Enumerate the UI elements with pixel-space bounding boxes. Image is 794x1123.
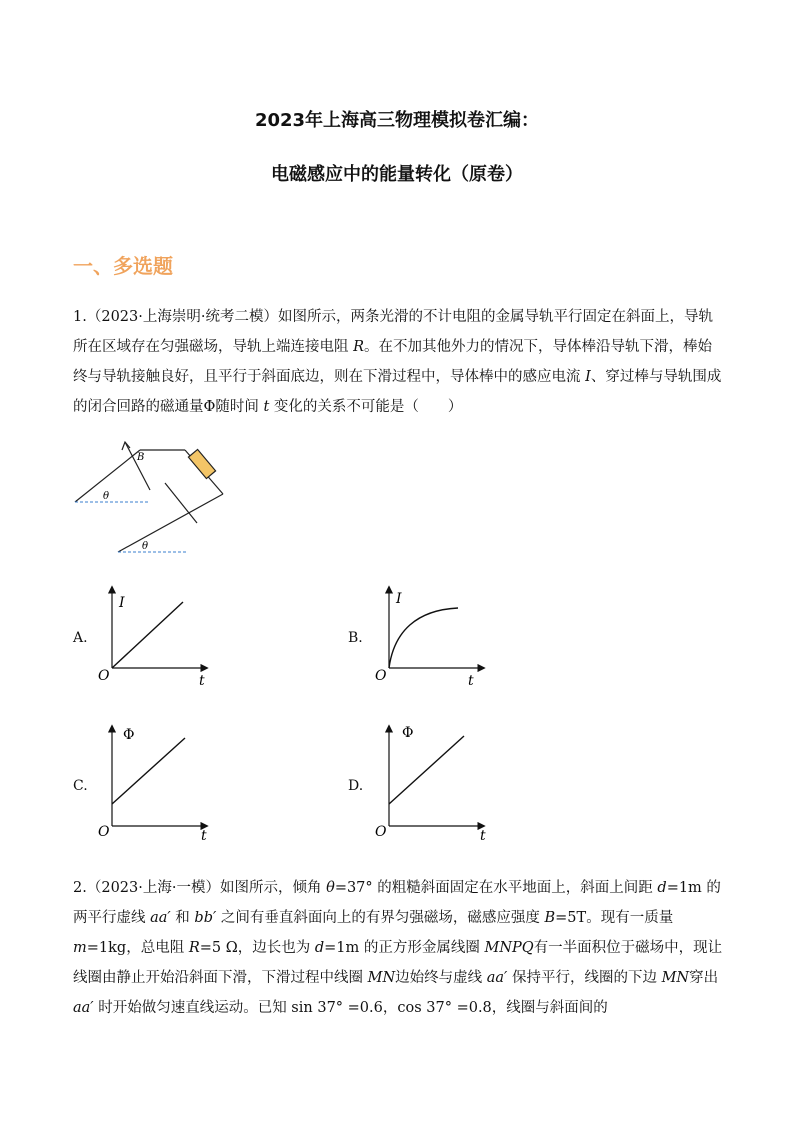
question-text: =5 Ω，边长也为 — [199, 940, 315, 956]
variable-r: R — [188, 940, 200, 956]
question-2-text — [73, 873, 723, 1023]
question-text: =5T。现有一质量 — [555, 910, 674, 926]
origin-label: O — [98, 668, 110, 684]
y-axis-label: Φ — [402, 725, 414, 741]
x-axis-label: t — [199, 673, 205, 688]
angle-label: θ — [103, 491, 110, 502]
resistor-symbol — [188, 449, 215, 478]
question-number: 2. — [73, 880, 87, 896]
option-b-label: B. — [348, 630, 363, 646]
document-subtitle: 电磁感应中的能量转化（原卷） — [271, 164, 523, 185]
origin-label: O — [375, 668, 387, 684]
coil-mnpq: MNPQ — [484, 940, 534, 956]
line-aa: aa′ — [486, 970, 508, 986]
question-text: 时开始做匀速直线运动。已知 sin 37° =0.6，cos 37° =0.8，线圈与斜面间的 — [93, 1000, 608, 1016]
question-text: 保持平行，线圈的下边 — [507, 970, 662, 986]
origin-label: O — [98, 824, 110, 840]
graph-curve — [389, 608, 458, 668]
x-axis-label: t — [480, 828, 486, 842]
y-axis-label: I — [396, 591, 402, 607]
variable-t: t — [263, 399, 270, 415]
option-d-label: D. — [348, 778, 364, 794]
question-text: 。在不加其他外力的情况下，导体棒沿导轨下滑，棒始终与导轨接触良好，且平行于斜面底边，则在下滑过程中，导体棒中的感应电流 — [73, 339, 713, 385]
variable-r: R — [353, 339, 365, 355]
question-source: （2023·上海·一模） — [86, 880, 220, 896]
section-heading: 一、多选题 — [73, 254, 173, 278]
variable-m: m — [73, 940, 87, 956]
variable-i: I — [585, 369, 591, 385]
variable-b: B — [544, 910, 556, 926]
question-text: =1m 的正方形金属线圈 — [324, 940, 485, 956]
line-bb: bb′ — [194, 910, 217, 926]
variable-d: d — [657, 880, 667, 896]
question-text: 如图所示，倾角 — [219, 880, 327, 896]
y-axis-label: Φ — [123, 727, 135, 743]
document-title: 2023年上海高三物理模拟卷汇编： — [254, 110, 540, 131]
question-text: 边始终与虚线 — [395, 970, 487, 986]
edge-mn: MN — [367, 970, 396, 986]
question-text: 变化的关系不可能是（ ） — [269, 399, 463, 415]
question-text: 有一半面积位于磁场中，现让线圈由静止开始沿斜面下滑，下滑过程中线圈 — [73, 940, 723, 986]
option-a-label: A. — [73, 630, 88, 646]
variable-d: d — [314, 940, 325, 956]
field-label-b: B — [137, 452, 145, 463]
option-b-graph — [372, 583, 497, 688]
graph-curve — [112, 738, 185, 804]
option-d-graph — [372, 722, 497, 842]
question-text: =37° 的粗糙斜面固定在水平地面上，斜面上间距 — [334, 880, 658, 896]
lower-rail — [118, 494, 223, 552]
graph-curve — [389, 736, 464, 804]
option-c-graph — [95, 722, 220, 842]
line-aa: aa′ — [73, 1000, 94, 1016]
question-number: 1. — [73, 309, 87, 325]
edge-mn: MN — [661, 970, 690, 986]
x-axis-label: t — [201, 828, 207, 842]
question-text: 穿出 — [689, 970, 719, 986]
line-aa: aa′ — [150, 910, 171, 926]
variable-theta: θ — [326, 880, 335, 896]
origin-label: O — [375, 824, 387, 840]
angle-label: θ — [142, 541, 149, 552]
option-a-graph — [95, 583, 220, 688]
question-text: =1m 的两平行虚线 — [73, 880, 721, 926]
question-text: =1kg，总电阻 — [86, 940, 189, 956]
incline-rail-figure — [70, 438, 230, 558]
graph-curve — [112, 602, 183, 668]
question-text: 如图所示，两条光滑的不计电阻的金属导轨平行固定在斜面上，导轨所在区域存在匀强磁场，导轨上端连接电阻 — [73, 309, 713, 355]
question-1-text — [73, 302, 723, 422]
question-text: 之间有垂直斜面向上的有界匀强磁场，磁感应强度 — [216, 910, 545, 926]
question-text: 、穿过棒与导轨围成的闭合回路的磁通量Φ随时间 — [73, 369, 722, 415]
question-source: （2023·上海崇明·统考二模） — [86, 309, 278, 325]
x-axis-label: t — [468, 673, 474, 688]
y-axis-label: I — [119, 595, 125, 611]
option-c-label: C. — [73, 778, 88, 794]
question-text: 和 — [170, 910, 195, 926]
magnetic-field-arrow — [125, 442, 150, 490]
